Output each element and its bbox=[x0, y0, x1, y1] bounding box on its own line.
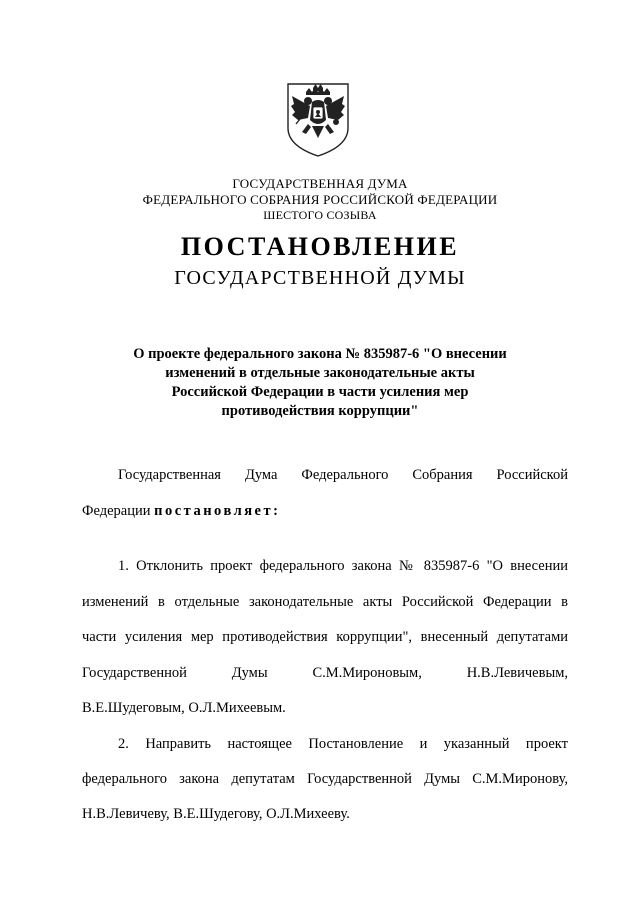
item1-line: Государственной Думы С.М.Мироновым, Н.В.Левичевым, bbox=[82, 665, 568, 681]
item2-line: 2. Направить настоящее Постановление и указанный проект bbox=[118, 736, 568, 752]
item1-line: части усиления мер противодействия коррупции", внесенный депутатами bbox=[82, 629, 568, 645]
document-title: ПОСТАНОВЛЕНИЕ bbox=[180, 232, 460, 261]
item1-line: изменений в отдельные законодательные акты Российской Федерации в bbox=[82, 594, 568, 610]
subject-line: противодействия коррупции" bbox=[221, 403, 419, 419]
subject-line: Российской Федерации в части усиления мер bbox=[171, 384, 469, 400]
preamble-text: Федерации bbox=[82, 503, 155, 519]
decision-word: постановляет: bbox=[154, 503, 281, 519]
header-convocation: ШЕСТОГО СОЗЫВА bbox=[263, 208, 377, 222]
item1-line: 1. Отклонить проект федерального закона № 835987-6 "О внесении bbox=[118, 558, 568, 574]
header-duma: ГОСУДАРСТВЕННАЯ ДУМА bbox=[232, 176, 408, 191]
subject-line: изменений в отдельные законодательные акты bbox=[165, 365, 475, 381]
coat-of-arms-icon bbox=[284, 80, 352, 158]
subject-line: О проекте федерального закона № 835987-6 "О внесении bbox=[133, 346, 507, 362]
item2-line: Н.В.Левичеву, В.Е.Шудегову, О.Л.Михееву. bbox=[82, 806, 350, 822]
resolution-subject bbox=[90, 345, 550, 421]
header-federal-assembly: ФЕДЕРАЛЬНОГО СОБРАНИЯ РОССИЙСКОЙ ФЕДЕРАЦИИ bbox=[142, 192, 498, 207]
preamble-line: Государственная Дума Федерального Собрания Российской bbox=[118, 467, 568, 483]
item1-line: В.Е.Шудеговым, О.Л.Михеевым. bbox=[82, 700, 286, 716]
item2-line: федерального закона депутатам Государственной Думы С.М.Миронову, bbox=[82, 771, 568, 787]
document-subtitle: ГОСУДАРСТВЕННОЙ ДУМЫ bbox=[174, 267, 466, 289]
preamble-line bbox=[82, 503, 568, 520]
